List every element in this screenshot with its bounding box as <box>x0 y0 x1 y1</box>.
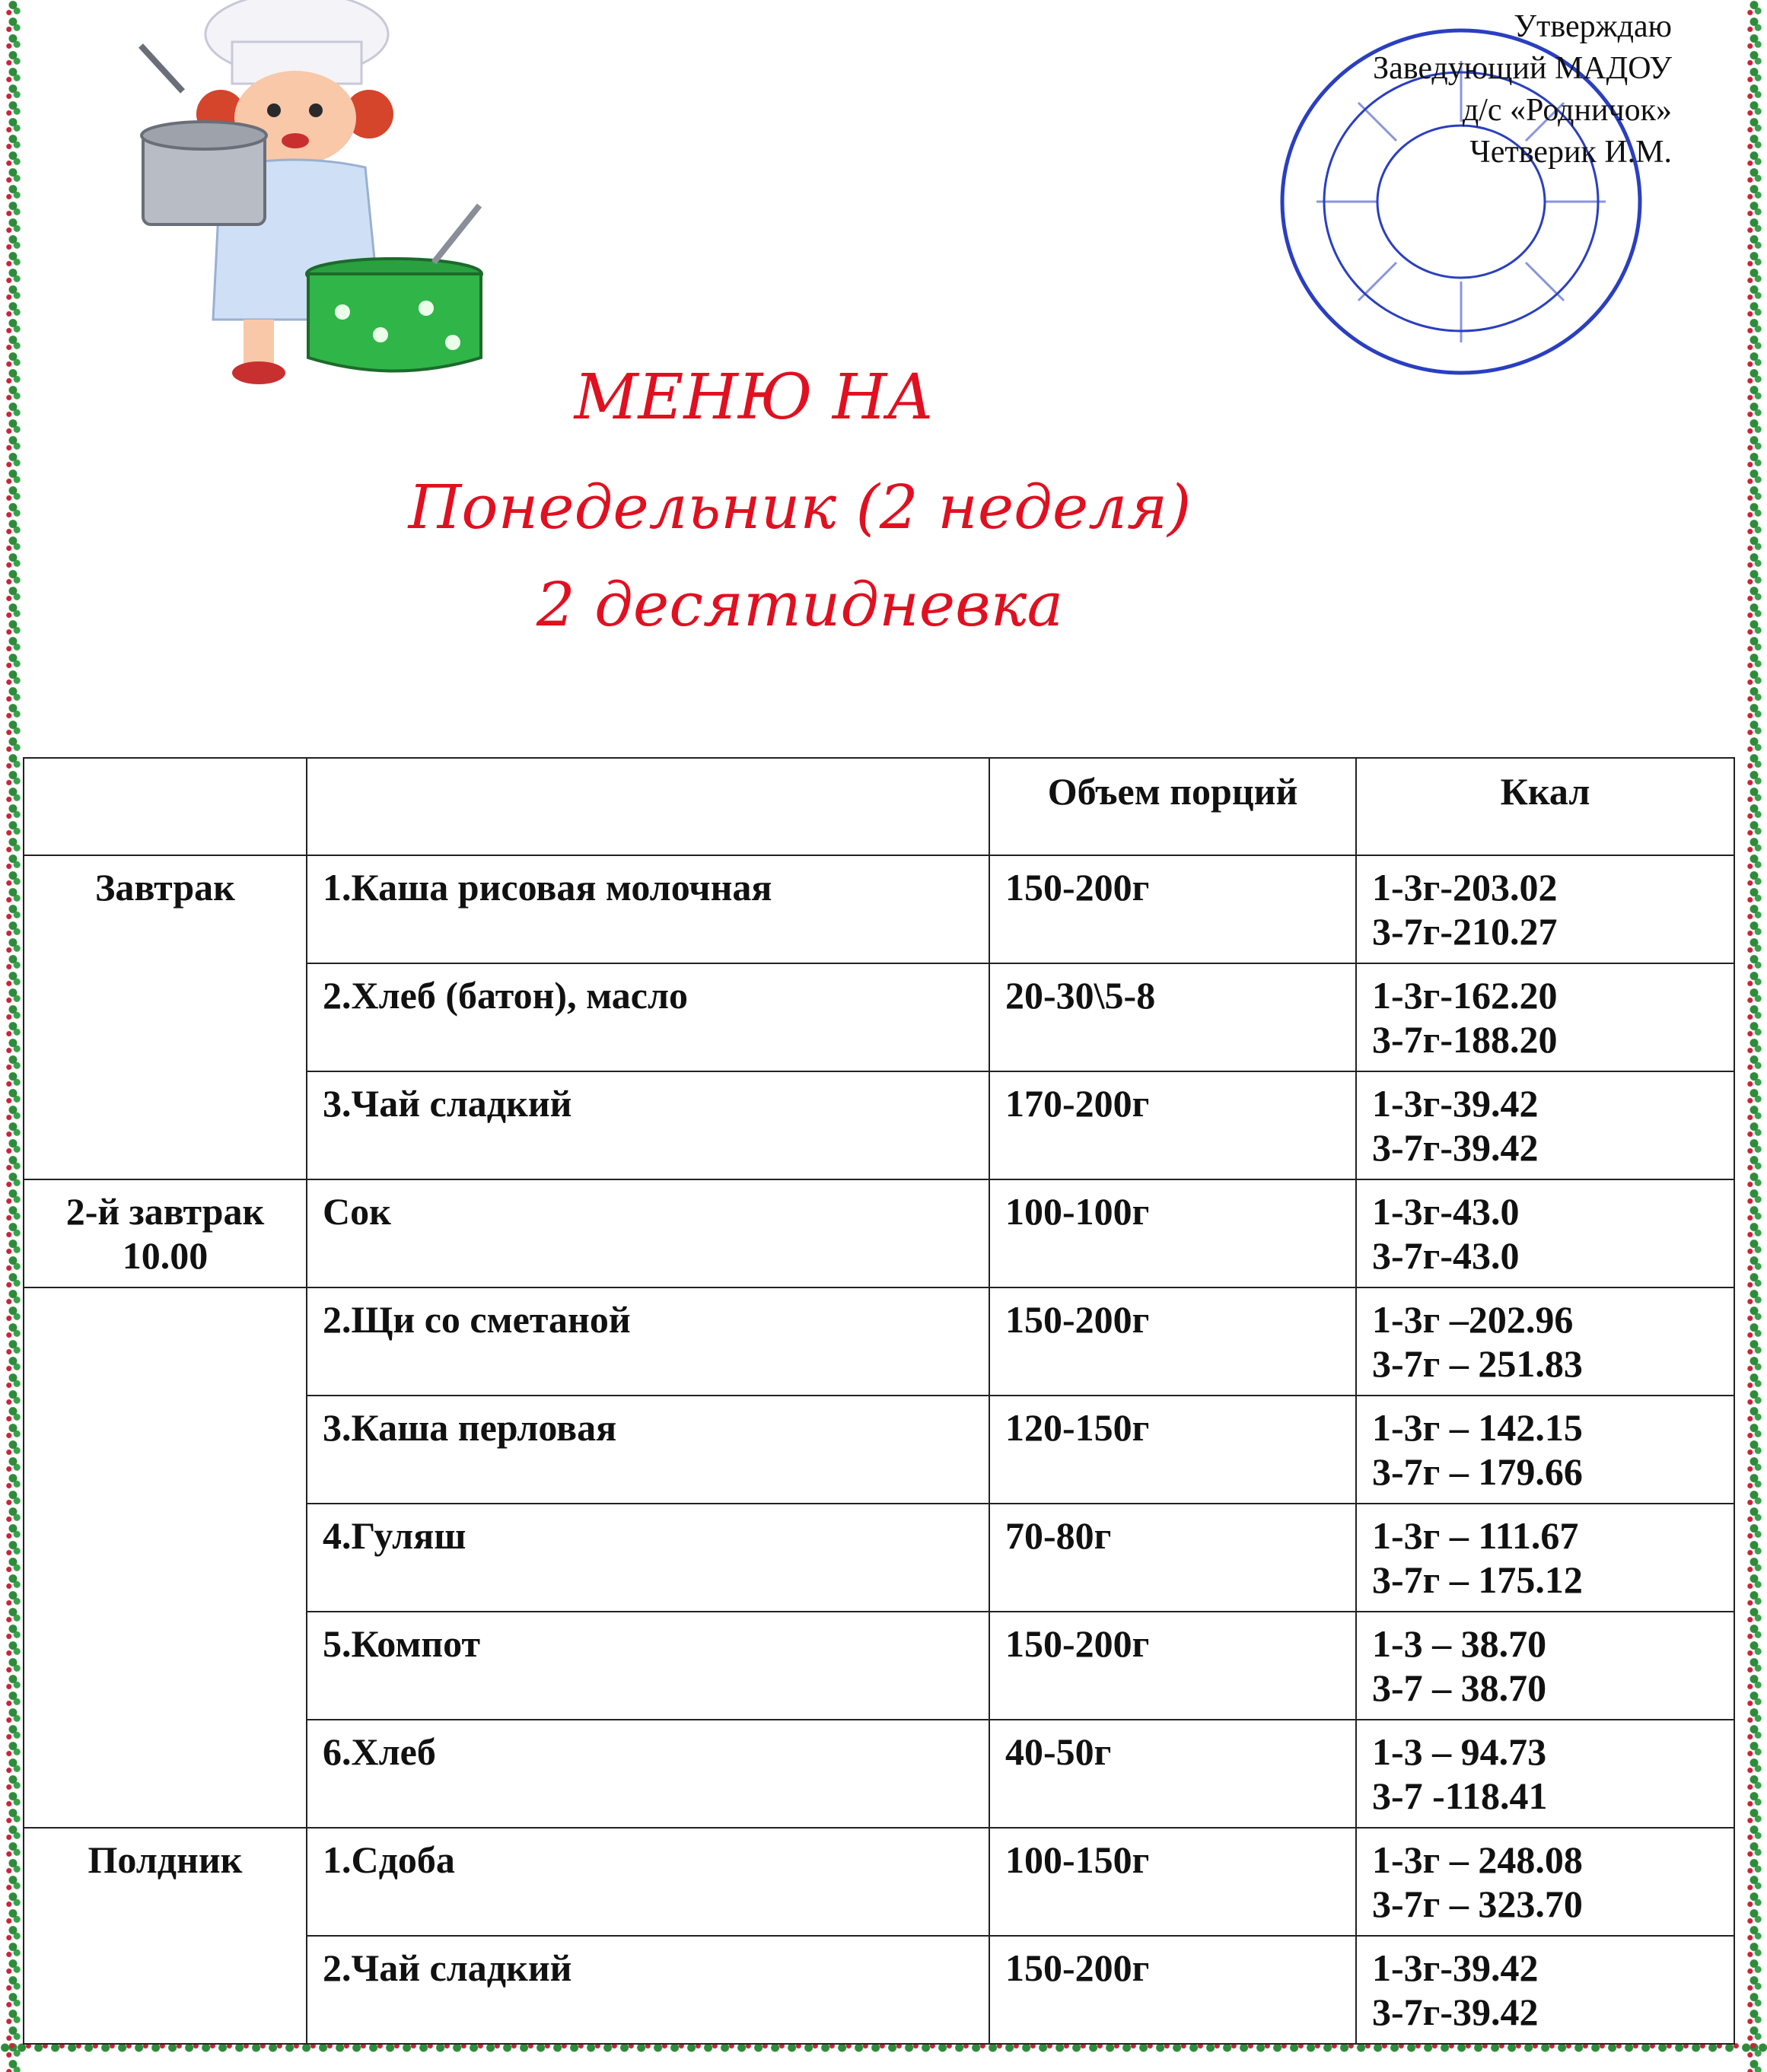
approval-line-3: д/с «Родничок» <box>1462 93 1672 128</box>
meal-second-breakfast <box>24 1179 307 1287</box>
meal-breakfast: Завтрак <box>24 855 307 1179</box>
dish-cell: 1.Каша рисовая молочная <box>307 855 989 963</box>
approval-block <box>1276 6 1672 173</box>
header-dish <box>307 758 989 855</box>
table-row <box>24 1179 1734 1287</box>
approval-line-1: Утверждаю <box>1514 9 1672 44</box>
volume-cell: 150-200г <box>989 855 1356 963</box>
kcal-line: 3-7г-188.20 <box>1372 1018 1558 1061</box>
kcal-line: 3-7г-39.42 <box>1372 1126 1539 1169</box>
kcal-cell <box>1356 855 1734 963</box>
decorative-border-left <box>3 0 23 2072</box>
kcal-cell <box>1356 1828 1734 1936</box>
kcal-cell <box>1356 1936 1734 2044</box>
kcal-line: 3-7 – 38.70 <box>1372 1666 1547 1709</box>
menu-title: МЕНЮ НА <box>574 361 934 434</box>
kcal-line: 3-7г – 251.83 <box>1372 1342 1583 1385</box>
chef-illustration <box>107 0 517 411</box>
dish-cell: 4.Гуляш <box>307 1504 989 1612</box>
kcal-cell <box>1356 1504 1734 1612</box>
dish-cell: 2.Щи со сметаной <box>307 1287 989 1396</box>
kcal-line: 1-3г-203.02 <box>1372 866 1558 909</box>
kcal-line: 1-3г – 142.15 <box>1372 1406 1583 1449</box>
kcal-line: 1-3г – 111.67 <box>1372 1514 1579 1557</box>
table-row <box>24 1287 1734 1396</box>
meal-lunch <box>24 1287 307 1828</box>
kcal-cell <box>1356 1720 1734 1828</box>
kcal-line: 3-7 -118.41 <box>1372 1774 1548 1817</box>
kcal-line: 3-7г-210.27 <box>1372 910 1558 953</box>
meal-second-breakfast-label: 2-й завтрак <box>65 1190 265 1233</box>
volume-cell: 100-150г <box>989 1828 1356 1936</box>
menu-day: Понедельник (2 неделя) <box>408 472 1192 543</box>
volume-cell: 40-50г <box>989 1720 1356 1828</box>
approval-line-4: Четверик И.М. <box>1469 135 1672 170</box>
dish-cell: 1.Сдоба <box>307 1828 989 1936</box>
menu-table <box>23 757 1735 2045</box>
kcal-line: 1-3г-162.20 <box>1372 974 1558 1017</box>
approval-line-2: Заведующий МАДОУ <box>1373 51 1672 86</box>
volume-cell: 120-150г <box>989 1396 1356 1504</box>
kcal-line: 3-7г-39.42 <box>1372 1991 1539 2033</box>
dish-cell: 2.Хлеб (батон), масло <box>307 963 989 1071</box>
dish-cell: 3.Чай сладкий <box>307 1071 989 1179</box>
kcal-line: 1-3 – 38.70 <box>1372 1622 1547 1665</box>
kcal-cell <box>1356 1396 1734 1504</box>
volume-cell: 150-200г <box>989 1612 1356 1720</box>
dish-cell: 6.Хлеб <box>307 1720 989 1828</box>
kcal-cell <box>1356 1287 1734 1396</box>
kcal-line: 3-7г – 175.12 <box>1372 1558 1583 1601</box>
meal-second-breakfast-time: 10.00 <box>122 1234 209 1277</box>
dish-cell: Сок <box>307 1179 989 1287</box>
volume-cell: 20-30\5-8 <box>989 963 1356 1071</box>
dish-cell: 3.Каша перловая <box>307 1396 989 1504</box>
volume-cell: 170-200г <box>989 1071 1356 1179</box>
header-kcal: Ккал <box>1356 758 1734 855</box>
table-row <box>24 1828 1734 1936</box>
volume-cell: 70-80г <box>989 1504 1356 1612</box>
dish-cell: 2.Чай сладкий <box>307 1936 989 2044</box>
menu-period: 2 десятидневка <box>536 569 1064 640</box>
kcal-line: 1-3г-39.42 <box>1372 1946 1539 1989</box>
kcal-line: 1-3г-39.42 <box>1372 1082 1539 1125</box>
meal-snack: Полдник <box>24 1828 307 2044</box>
kcal-line: 1-3г – 248.08 <box>1372 1838 1583 1881</box>
decorative-border-right <box>1744 0 1764 2072</box>
volume-cell: 150-200г <box>989 1287 1356 1396</box>
header-volume: Объем порций <box>989 758 1356 855</box>
kcal-line: 1-3г-43.0 <box>1372 1190 1520 1233</box>
kcal-cell <box>1356 1612 1734 1720</box>
kcal-cell <box>1356 1071 1734 1179</box>
kcal-line: 3-7г-43.0 <box>1372 1234 1520 1277</box>
kcal-line: 1-3 – 94.73 <box>1372 1730 1547 1773</box>
kcal-cell <box>1356 1179 1734 1287</box>
dish-cell: 5.Компот <box>307 1612 989 1720</box>
table-header-row <box>24 758 1734 855</box>
volume-cell: 100-100г <box>989 1179 1356 1287</box>
kcal-line: 3-7г – 179.66 <box>1372 1450 1583 1493</box>
header-meal <box>24 758 307 855</box>
kcal-line: 1-3г –202.96 <box>1372 1298 1574 1341</box>
table-row <box>24 855 1734 963</box>
kcal-cell <box>1356 963 1734 1071</box>
kcal-line: 3-7г – 323.70 <box>1372 1883 1583 1925</box>
volume-cell: 150-200г <box>989 1936 1356 2044</box>
